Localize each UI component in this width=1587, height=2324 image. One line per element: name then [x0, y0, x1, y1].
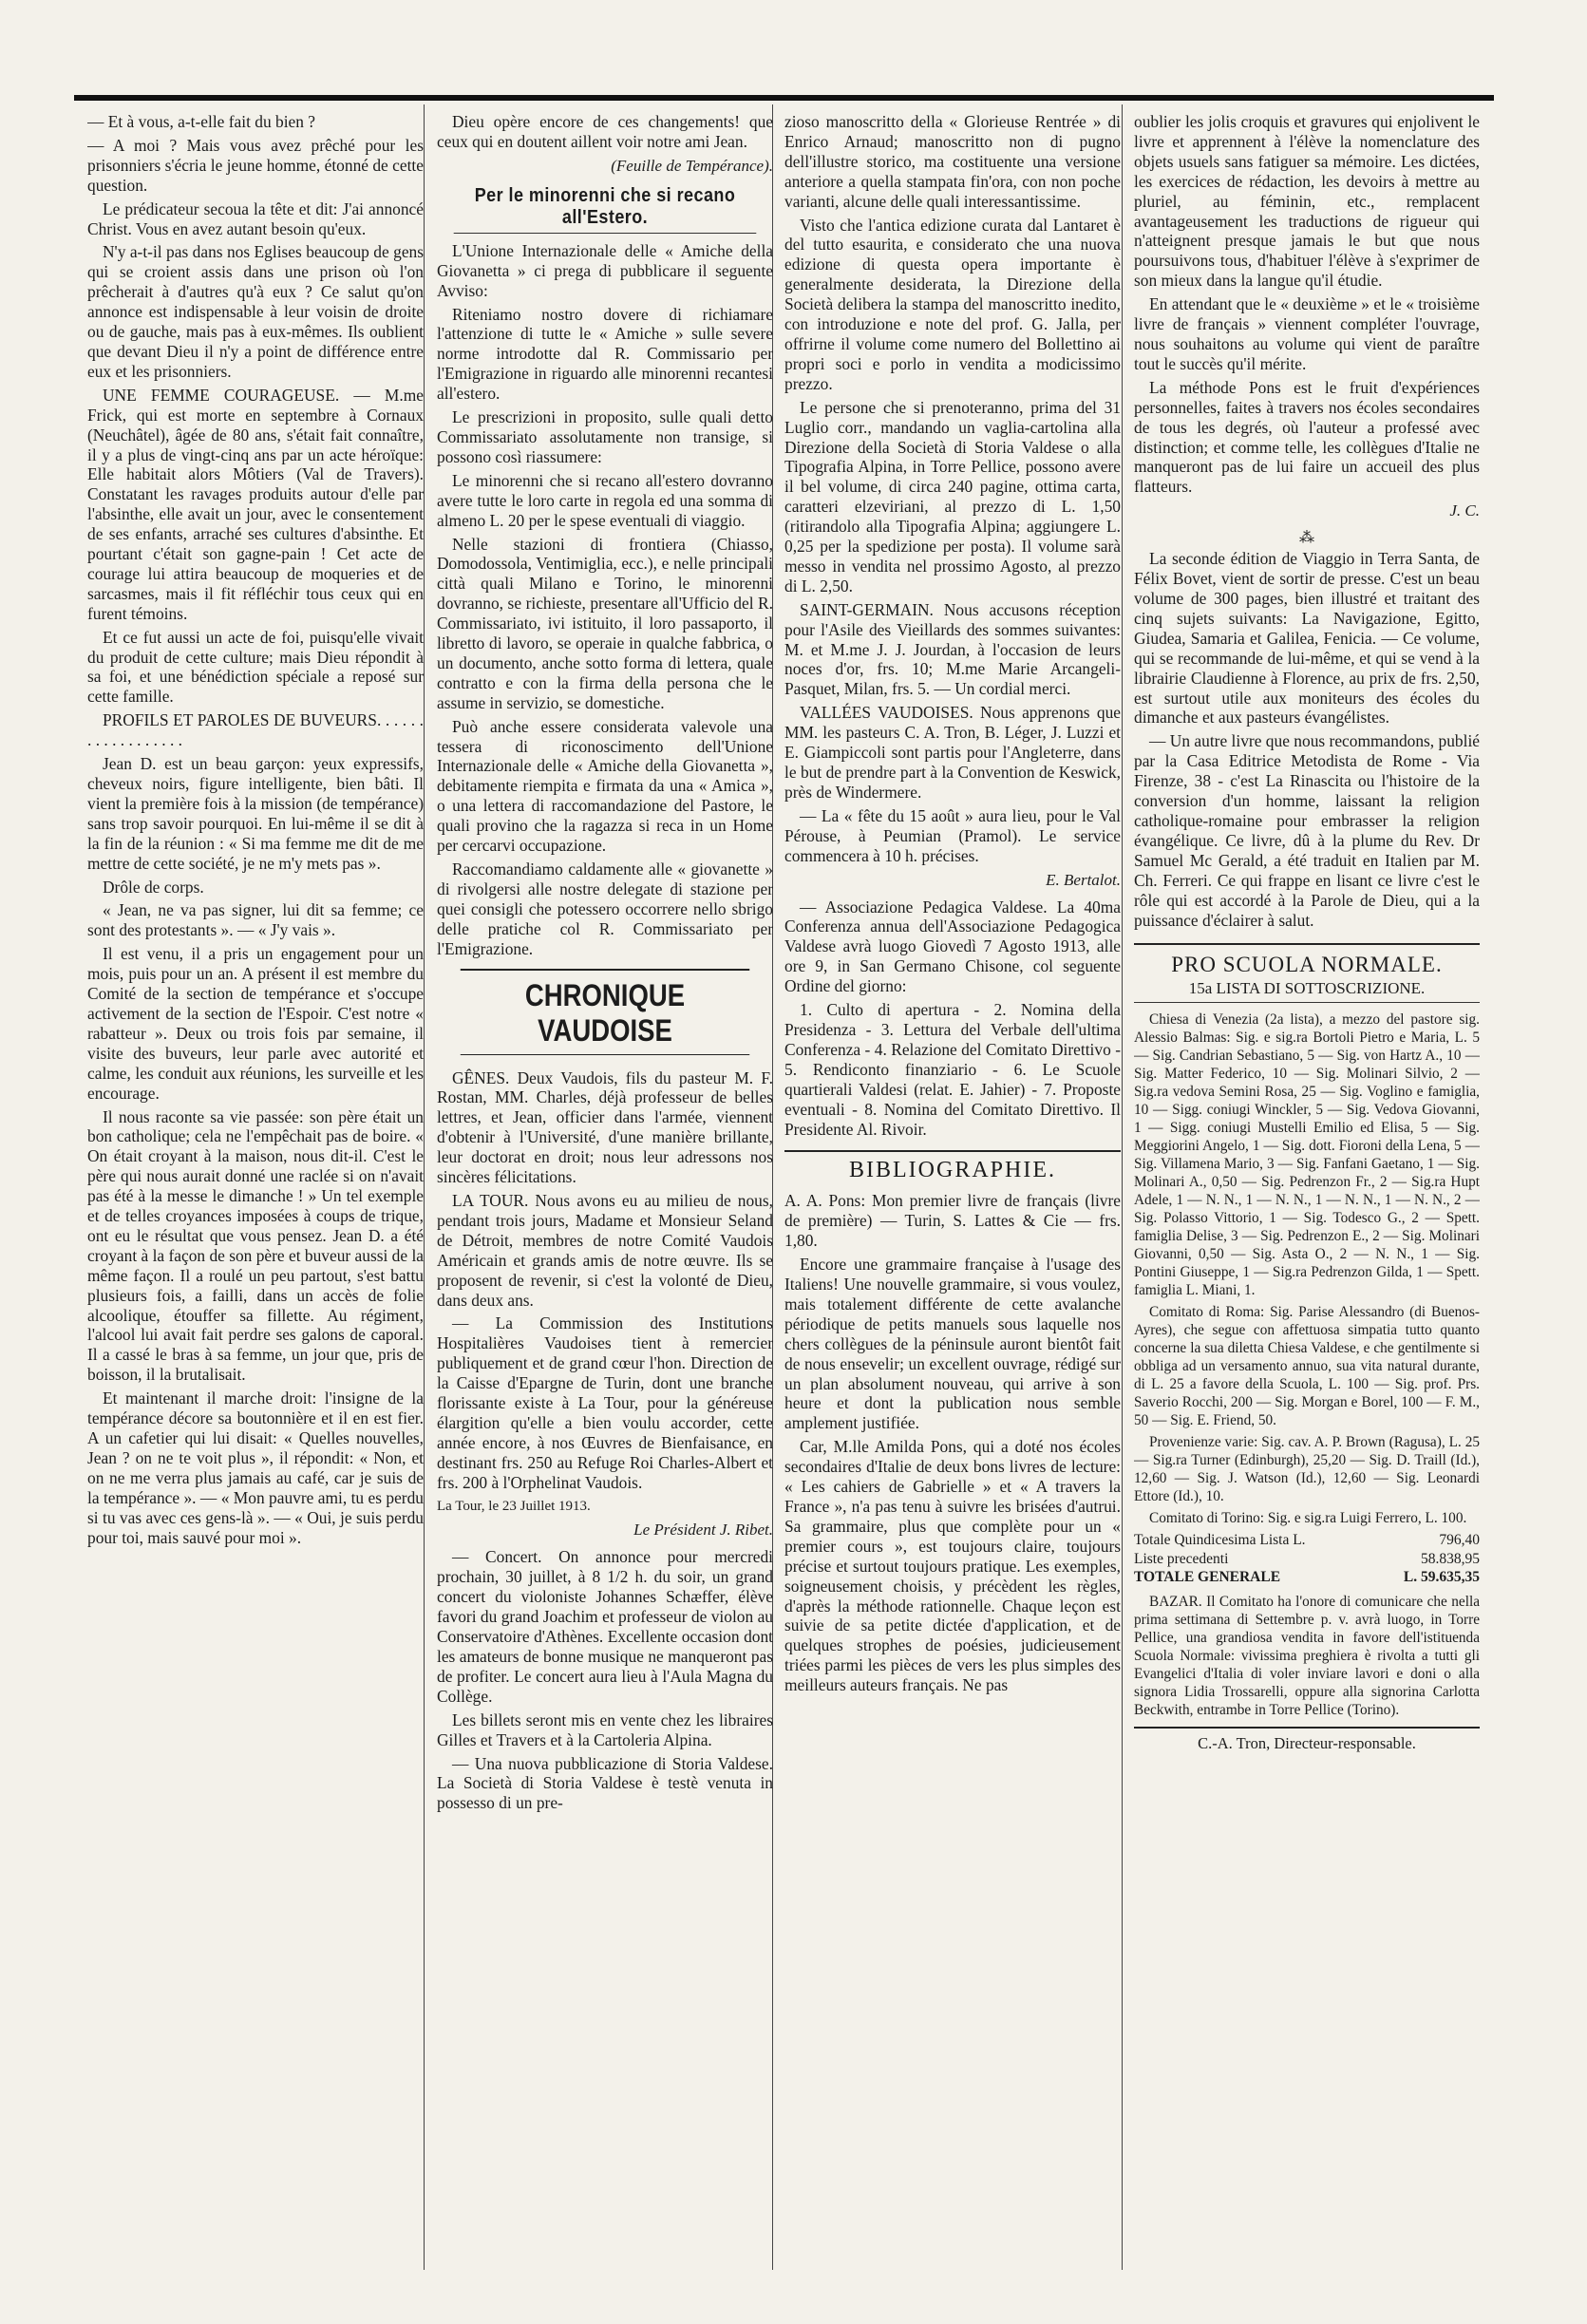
- paragraph: 1. Culto di apertura - 2. Nomina della Presidenza - 3. Lettura del Verbale dell'ultima Conferenza - 4. Relazione del Comitato Direttivo - 5. Rendiconto finanziario - 6. Le Scuole quartierali Valdesi (relat. E. Jahier) - 7. Proposte eventuali - 8. Nomina del Comitato Direttivo. Il Presidente Al. Rivoir.: [784, 1000, 1121, 1139]
- paragraph: — Un autre livre que nous recommandons, publié par la Casa Editrice Metodista de Rome - Via Firenze, 38 - c'est La Rinascita ou l'histoire de la conversion d'un homme, laissant la religion catholique-romaine pour embrasser la religion évangélique. Ce livre, dû à la plume du Rev. Dr Samuel Mc Gerald, a été traduit en Italien par M. Ch. Ferreri. Ce qui frappe en lisant ce livre c'est le rôle qui est accordé à la Parole de Dieu, qui a la puissance d'éclairer à salut.: [1134, 731, 1480, 930]
- paragraph: L'Unione Internazionale delle « Amiche della Giovanetta » ci prega di pubblicare il seguente Avviso:: [437, 240, 773, 300]
- paragraph: — Concert. On annonce pour mercredi prochain, 30 juillet, à 8 1/2 h. du soir, un grand concert du violoniste Johannes Schæffer, élève favori du grand Joachim et professeur de violon au Conservatoire d'Athènes. Excellente occasion dont les amateurs de bonne musique ne manqueront pas de profiter. Le concert aura lieu à l'Aula Magna du Collège.: [437, 1547, 773, 1706]
- paragraph: Encore une grammaire française à l'usage des Italiens! Une nouvelle grammaire, si vous voulez, mais totalement différente de cette avalanche périodique de petits manuels sous laquelle nos chers collègues de la péninsule auront bientôt fait de nous ensevelir; un excellent ouvrage, rédigé sur un plan absolument nouveau, qui arrive à son heure et dont la publication nous semble amplement justifiée.: [784, 1255, 1121, 1433]
- paragraph: — La « fête du 15 août » aura lieu, pour le Val Pérouse, à Peumian (Pramol). Le service commencera à 10 h. précises.: [784, 805, 1121, 865]
- total-label: TOTALE GENERALE: [1134, 1569, 1281, 1586]
- column-rule: [1122, 104, 1123, 2270]
- dateline: La Tour, le 23 Juillet 1913.: [437, 1498, 591, 1514]
- paragraph: Comitato di Torino: Sig. e sig.ra Luigi Ferrero, L. 100.: [1149, 1510, 1467, 1527]
- total-value: 796,40: [1439, 1532, 1480, 1549]
- paragraph: BAZAR. Il Comitato ha l'onore di comunicare che nella prima settimana di Settembre p. v. avrà luogo, in Torre Pellice, una grandiosa vendita in favore dell'istituenda Scuola Normale: vivissima preghiera è rivolta a tutti gli Evangelici d'Italia di voler inviare lavori e doni o alla signora Lidia Trossarelli, oppure alla signorina Carlotta Beckwith, entrambe in Torre Pellice (Torino).: [1134, 1593, 1480, 1718]
- paragraph: — A moi ? Mais vous avez prêché pour les prisonniers s'écria le jeune homme, étonné de cette question.: [87, 135, 424, 195]
- total-row: [1134, 1531, 1480, 1550]
- paragraph: A. A. Pons: Mon premier livre de français (livre de première) — Turin, S. Lattes & Cie — frs. 1,80.: [784, 1191, 1121, 1251]
- paragraph: Et maintenant il marche droit: l'insigne de la tempérance décore sa boutonnière et il en est fier. A un cafetier qui lui disait: « Quelles nouvelles, Jean ? on ne te voit plus », il répondit: « Non, et on ne me verra plus jamais au café, car je suis de la tempérance ». — « Mon pauvre ami, tu es perdu si tu vas avec ces gens-là ». — « Oui, je suis perdu pour toi, mais sauvé pour moi ».: [87, 1389, 424, 1547]
- paragraph: Chiesa di Venezia (2a lista), a mezzo del pastore sig. Alessio Balmas: Sig. e sig.ra Bortoli Pietro e Maria, L. 5 — Sig. Candrian Sebastiano, 5 — Sig. von Hartz A., 10 — Sig. Matter Federico, 10 — Sig. Molinari Silvio, 2 — Sig.ra vedova Semini Rosa, 25 — Sig. Voglino e famiglia, 10 — Sigg. coniugi Winckler, 5 — Sig. Vedova Giovanni, 1 — Sigg. coniugi Mustelli Emilio ed Elisa, 5 — Sig. Meggiorini Angelo, 1 — Sig. dott. Fioroni della Lena, 5 — Sig. Villamena Mario, 3 — Sig. Fanfani Gaetano, 1 — Sig. Molinari A., 0,50 — Sig. Pedrenzon Fr., 2 — Sig.ra Hupt Adele, 1 — N. N., 1 — N. N., 1 — N. N., 1 — N. N., 2 — Sig. Polasso Vittorio, 1 — Sig. Todesco G., 2 — Spett. famiglia Delise, 3 — Sig. Pedrenzon E., 2 — Sig. Molinari Giovanni, 0,50 — Sig. Asta O., 2 — N. N., 1 — Sig. Pontini Giuseppe, 1 — Sig.ra Pedrenzon Gilda, 1 — Spett. famiglia L. Miani, 1.: [1134, 1011, 1480, 1299]
- paragraph: N'y a-t-il pas dans nos Eglises beaucoup de gens qui se croient assis dans une prison où l'on prêcherait à d'autres qu'à eux ? Ce salut qu'on annonce est indispensable à leur voisin de droite ou de gauche, mais pas à eux-mêmes. Ils oublient que devant Dieu il n'y a point de différence entre eux et les prisonniers.: [87, 242, 424, 381]
- total-value: 58.838,95: [1421, 1550, 1480, 1567]
- paragraph: UNE FEMME COURAGEUSE. — M.me Frick, qui est morte en septembre à Cornaux (Neuchâtel), âgée de 80 ans, s'était fait connaître, il y a plus de vingt-cinq ans par un acte héroïque: Elle habitait alors Môtiers (Val de Travers). Constatant les ravages produits autour d'elle par l'absinthe, elle avait un jour, avec le consentement de ses enfants, arraché ses cultures d'absinthe. Et pourtant c'était son gagne-pain ! Cet acte de courage lui attira beaucoup de moqueries et de sarcasmes, mais il fit réfléchir tous ceux qui en furent témoins.: [87, 385, 424, 623]
- paragraph: Le prédicateur secoua la tête et dit: J'ai annoncé Christ. Vous en avez autant besoin qu'eux.: [87, 198, 424, 238]
- paragraph: PROFILS ET PAROLES DE BUVEURS. . . . . . . . . . . . . . . . . .: [87, 710, 424, 750]
- paragraph: GÊNES. Deux Vaudois, fils du pasteur M. F. Rostan, MM. Charles, déjà professeur de belles lettres, et Jean, officier dans l'armée, viennent d'obtenir à l'Université, d'une manière brillante, leur doctorat en droit; nous leur adressons nos sincères félicitations.: [437, 1068, 773, 1187]
- paragraph: Jean D. est un beau garçon: yeux expressifs, cheveux noirs, figure intelligente, bien bâti. Il vient la première fois à la mission (de tempérance) sans trop savoir pourquoi. En lui-même il se dit à la fin de la réunion : « Si ma femme me dit de me mettre de cette société, je ne m'y mets pas ».: [87, 754, 424, 873]
- total-label: Totale Quindicesima Lista L.: [1134, 1532, 1306, 1549]
- column-rule: [424, 104, 425, 2270]
- paragraph: Et ce fut aussi un acte de foi, puisqu'elle vivait du produit de cette culture; mais Dieu répondit à sa foi, et une bénédiction spéciale a reposé sur cette famille.: [87, 627, 424, 707]
- paragraph: La seconde édition de Viaggio in Terra Santa, de Félix Bovet, vient de sortir de presse. C'est un beau volume de 300 pages, bien illustré et traitant des cinq sujets suivants: La Navigazione, Egitto, Giudea, Samaria et Galilea, Fenicia. — Ce volume, qui se recommande de lui-même, et qui se vend à la librairie Claudienne à Florence, au prix de frs. 2,50, est surtout utile aux moniteurs des écoles du dimanche et aux pasteurs évangélistes.: [1134, 549, 1480, 727]
- paragraph: Provenienze varie: Sig. cav. A. P. Brown (Ragusa), L. 25 — Sig.ra Turner (Edinburgh), 25,20 — Sig. D. Traill (Id.), 12,60 — Sig. J. Watson (Id.), 12,60 — Sig. Leonardi Ettore (Id.), 10.: [1134, 1434, 1480, 1505]
- section-heading: PRO SCUOLA NORMALE.: [1134, 943, 1480, 977]
- paragraph: Riteniamo nostro dovere di richiamare l'attenzione di tutte le « Amiche » sulle severe norme introdotte dal R. Commissario per l'Emigrazione in riguardo alle minorenni recantesi all'estero.: [437, 304, 773, 404]
- paragraph: — Associazione Pedagica Valdese. La 40ma Conferenza annua dell'Associazione Pedagogica Valdese avrà luogo Giovedì 7 Agosto 1913, alle ore 9, in San Germano Chisone, col seguente Ordine del giorno:: [784, 897, 1121, 996]
- section-heading: BIBLIOGRAPHIE.: [784, 1150, 1121, 1183]
- paragraph: SAINT-GERMAIN. Nous accusons réception pour l'Asile des Vieillards des sommes suivantes: M. et M.me J. J. Jourdan, à l'occasion de leurs noces d'or, frs. 10; M.me Marie Arcangeli-Pasquet, Milan, frs. 5. — Un cordial merci.: [784, 599, 1121, 699]
- totals-block: [1134, 1531, 1480, 1587]
- paragraph: Visto che l'antica edizione curata dal Lantaret è del tutto esaurita, e considerato che una nuova edizione di questa opera importante è generalmente desiderata, la Direzione della Società delibera la stampa del manoscritto inedito, con introduzione e note del prof. G. Jalla, per offrirne il volume come numero del Bollettino ai propri soci e porlo in vendita a modicissimo prezzo.: [784, 215, 1121, 393]
- signature: J. C.: [1449, 501, 1480, 520]
- paragraph: « Jean, ne va pas signer, lui dit sa femme; ce sont des protestants ». — « J'y vais ».: [87, 900, 424, 940]
- paragraph: Può anche essere considerata valevole una tessera di riconoscimento dell'Unione Internazionale delle « Amiche della Giovanetta », debitamente riempita e firmata da una « Amica », o una lettera di raccomandazione del Pastore, le quali provino che la ragazza si reca in un Home per cercarvi occupazione.: [437, 716, 773, 856]
- paragraph: La méthode Pons est le fruit d'expériences personnelles, faites à travers nos écoles secondaires de tous les degrés, où l'auteur a professé avec distinction; et comme telle, les collègues d'Italie ne manqueront pas de lui faire un accueil des plus flatteurs.: [1134, 377, 1480, 497]
- paragraph: — La Commission des Institutions Hospitalières Vaudoises tient à remercier publiquement et de grand cœur l'hon. Direction de la Caisse d'Epargne de Turin, dont une branche florissante existe à La Tour, pour la généreuse élargition qu'elle a bien voulu accorder, cette année encore, à nos Œuvres de Bienfaisance, en destinant frs. 250 au Refuge Roi Charles-Albert et frs. 200 à l'Orphelinat Vaudois.: [437, 1313, 773, 1492]
- total-row: [1134, 1568, 1480, 1587]
- source-credit: (Feuille de Tempérance).: [611, 156, 773, 175]
- paragraph: — Una nuova pubblicazione di Storia Valdese. La Società di Storia Valdese è testè venuta in possesso di un pre-: [437, 1753, 773, 1813]
- column-3: [784, 112, 1121, 2268]
- asterism-icon: ⁂: [1299, 530, 1314, 547]
- paragraph: Il nous raconte sa vie passée: son père était un bon catholique; cela ne l'empêchait pas de boire. « On était croyant à la maison, nous dit-il. C'est le père qui nous aurait donné une raclée si on n'avait pas été à la messe le dimanche ! » Un tel exemple et de telles croyances imposées à coups de trique, ont eu le résultat que vous pensez. Jean D. a été croyant à la façon de son père et buveur aussi de la même façon. Il a roulé un peu partout, s'est battu plusieurs fois, a failli, dans un accès de folie alcoolique, étouffer sa fillette. Au régiment, l'alcool lui avait fait perdre ses galons de caporal. Il a cassé le bras à sa femme, un jour que, pris de boisson, il la brutalisait.: [87, 1106, 424, 1385]
- paragraph: Nelle stazioni di frontiera (Chiasso, Domodossola, Ventimiglia, ecc.), e nelle principali città quali Milano e Torino, le minorenni dovranno, se richieste, presentare all'Ufficio del R. Commissariato, ivi istituito, il loro passaporto, il libretto di lavoro, se operaie in qualche fabbrica, o un documento, anche sotto forma di lettera, quale contratto e con la firma della persona che le assume in servizio, se domestiche.: [437, 534, 773, 712]
- section-heading: Per le minorenni che si recano all'Estero.: [454, 185, 757, 234]
- paragraph: Les billets seront mis en vente chez les libraires Gilles et Travers et à la Cartoleria Alpina.: [437, 1710, 773, 1749]
- paragraph: Le prescrizioni in proposito, sulle quali detto Commissariato assolutamente non transige, si possono così riassumere:: [437, 407, 773, 466]
- paragraph: Comitato di Roma: Sig. Parise Alessandro (di Buenos-Ayres), che segue con affettuosa simpatia tutto quanto concerne la sua diletta Chiesa Valdese, e che gentilmente si obbliga ad un versamento annuo, sua vita natural durante, di L. 25 a favore della Scuola, L. 100 — Sig. prof. Prs. Saverio Rocchi, 200 — Sig. Morgan e Borel, 100 — F. M., 50 — Sig. E. Friend, 50.: [1134, 1304, 1480, 1429]
- paragraph: — Et à vous, a-t-elle fait du bien ?: [87, 112, 316, 131]
- paragraph: oublier les jolis croquis et gravures qui enjolivent le livre et apprennent à l'élève la nomenclature des objets usuels sans fatiguer sa mémoire. Les dictées, les exercices de rédaction, les devoirs à mettre au pluriel, au féminin, etc., remplacent avantageusement les traductions de rigueur qui n'atteignent presque jamais le but que nous poursuivons tous, d'habituer l'élève à s'exprimer de son mieux dans la langue qu'il étudie.: [1134, 112, 1480, 291]
- column-1: [87, 112, 424, 2268]
- column-4: [1134, 112, 1480, 2268]
- paragraph: En attendant que le « deuxième » et le « troisième livre de français » viennent compléter l'ouvrage, nous souhaitons au volume qui vient de paraître tout le succès qu'il mérite.: [1134, 294, 1480, 373]
- total-row: [1134, 1550, 1480, 1569]
- top-rule: [74, 95, 1494, 101]
- total-label: Liste precedenti: [1134, 1550, 1229, 1567]
- paragraph: Raccomandiamo caldamente alle « giovanette » di rivolgersi alle nostre delegate di stazione per quei consigli che potessero occorrere nello sbrigo delle pratiche col R. Commissariato per l'Emigrazione.: [437, 860, 773, 958]
- paragraph: LA TOUR. Nous avons eu au milieu de nous, pendant trois jours, Madame et Monsieur Seland de Détroit, membres de notre Comité Vaudois Américain et grands amis de notre œuvre. Ils se proposent de revenir, si c'est la volonté de Dieu, dans deux ans.: [437, 1190, 773, 1310]
- paragraph: VALLÉES VAUDOISES. Nous apprenons que MM. les pasteurs C. A. Tron, B. Léger, J. Luzzi et E. Giampiccoli sont partis pour l'Angleterre, dans le but de prendre part à la Convention de Keswick, près de Windermere.: [784, 703, 1121, 802]
- paragraph: Drôle de corps.: [103, 877, 204, 897]
- paragraph: Le persone che si prenoteranno, prima del 31 Luglio corr., mandando un vaglia-cartolina alla Direzione della Società di Storia Valdese o alla Tipografia Alpina, in Torre Pellice, possono avere il bel volume, di circa 240 pagine, ottima carta, caratteri elzeviriani, al prezzo di L. 1,50 (ritirandolo alla Tipografia Alpina; aggiungere L. 0,25 per la spedizione per posta). Il volume sarà messo in vendita nel prossimo Agosto, al prezzo di L. 2,50.: [784, 397, 1121, 595]
- paragraph: zioso manoscritto della « Glorieuse Rentrée » di Enrico Arnaud; manoscritto non di pugno dell'illustre storico, ma costituente una versione anteriore a quella stampata fin'ora, con non poche varianti, alcune delle quali interessantissime.: [784, 112, 1121, 211]
- paragraph: Dieu opère encore de ces changements! que ceux qui en doutent aillent voir notre ami Jean.: [437, 112, 773, 151]
- responsible-editor: C.-A. Tron, Directeur-responsable.: [1134, 1727, 1480, 1753]
- paragraph: Le minorenni che si recano all'estero dovranno avere tutte le loro carte in regola ed una somma di almeno L. 20 per le spese eventuali di viaggio.: [437, 470, 773, 530]
- paragraph: Car, M.lle Amilda Pons, qui a doté nos écoles secondaires d'Italie de deux bons livres de lecture: « Les cahiers de Gabrielle » et « A travers la France », n'a pas tenu à suivre les brisées d'autrui. Sa grammaire, plus que complète pour un « premier cours », est toujours claire, toujours précise et surtout toujours pratique. Les exemples, soigneusement choisis, y précèdent les règles, d'après la méthode rationnelle. Chaque leçon est suivie de sa petite dictée d'application, et de quelques strophes de poésies, judicieusement triées parmi les pièces de vers les plus simples des meilleurs auteurs français. Ne pas: [784, 1437, 1121, 1695]
- signature: E. Bertalot.: [1046, 870, 1121, 889]
- column-2: [437, 112, 773, 2268]
- section-heading: CHRONIQUE VAUDOISE: [461, 969, 749, 1055]
- signature: Le Président J. Ribet.: [633, 1521, 773, 1540]
- paragraph: Il est venu, il a pris un engagement pour un mois, puis pour un an. A présent il est membre du Comité de la section de tempérance et s'occupe activement de la section de l'Espoir. C'est notre « rabatteur ». Deux ou trois fois par semaine, il visite des buveurs, leur parle avec autorité et calme, les conduit aux réunions, les surveille et les encourage.: [87, 944, 424, 1103]
- section-subheading: 15a LISTA DI SOTTOSCRIZIONE.: [1134, 979, 1480, 1003]
- total-value: L. 59.635,35: [1403, 1569, 1480, 1586]
